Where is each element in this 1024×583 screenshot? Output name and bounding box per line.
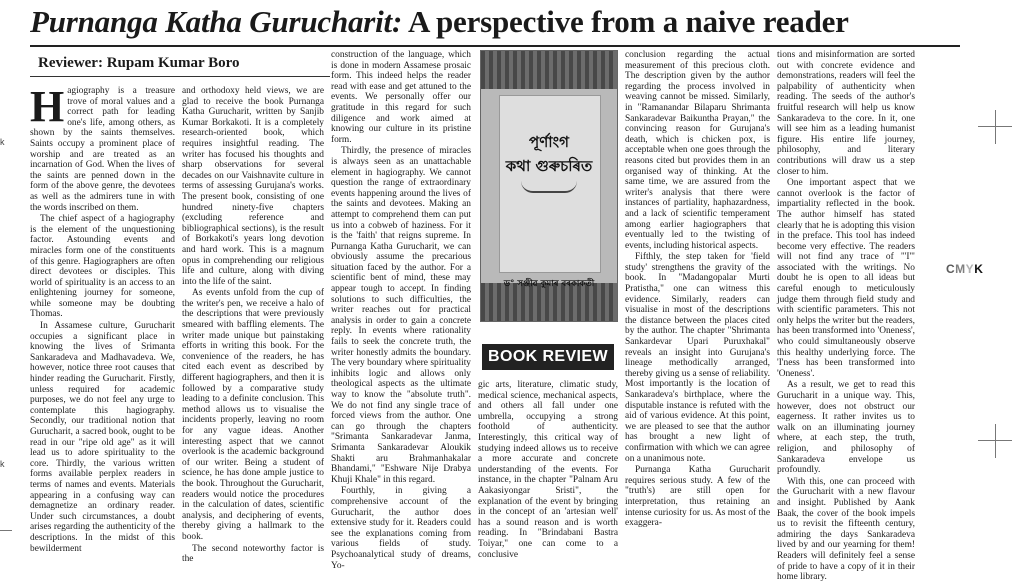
cmyk-y: Y — [965, 262, 975, 276]
registration-mark-vertical-lower — [995, 424, 996, 458]
headline-book-title: Purnanga Katha Gurucharit: — [30, 4, 403, 39]
cmyk-k: K — [974, 262, 984, 276]
paragraph: tions and misinformation are sorted out with concrete evidence and demonstrations, readers will feel the palpability of authenticity when reading. The seeds of the author's fruitful research will help us know Sankaradeva to the core. In it, one will see him as a leading humanist figure. His entire life journey, philosophy, and literary contributions will draw us a step closer to him. — [777, 50, 915, 177]
paragraph: As a result, we get to read this Gurucharit in a unique way. This, however, does not obstruct our eagerness. It rather invites us to walk on an illuminating journey where, at each step, the truth, religion, and philosophy of Sankaradeva envelope us profoundly. — [777, 380, 915, 476]
paragraph-text: agiography is a treasure trove of moral values and a correct path for leading one's life, among others, as shown by the saints themselves. Saints occupy a prominent place of worship and are treated as an incarnation of God. When the lives of the saints are penned down in the form of the above genre, the devotees as well as the admirers tune in with the words inscribed on them. — [30, 86, 175, 213]
cover-title-line-2: কথা গুৰুচৰিত — [505, 157, 593, 175]
paragraph: With this, one can proceed with the Gurucharit with a new flavour and insight. Published by Aank Baak, the cover of the book impels us to revisit the fifteenth century, admiring the days Sankaradeva lived by and our yearning for them! Readers will definitely feel a sense of pride to have a copy of it in their home library. — [777, 476, 915, 583]
headline — [30, 0, 990, 44]
paragraph: In Assamese culture, Gurucharit occupies a significant place in knowing the lives of Srimanta Sankaradeva and Madhavadeva. We, however, notice three root causes that hinder reading the Gurucharit. Firstly, unless required for academic purposes, we do not feel any urge to contemplate this hagiography. Secondly, our traditional notion that Gurucharit, a sacred book, ought to be read in our "ripe old age" as it will lead us to adore spirituality to the core. Thirdly, the various written forms available perplex readers in terms of names and events. Materials appearing in a confusing way can demagnetize an ordinary reader. Under such circumstances, a doubt arises regarding the authenticity of the descriptions. In the midst of this bewilderment — [30, 321, 175, 554]
edge-letter-mark-top: k — [0, 137, 5, 147]
paragraph: The second noteworthy factor is the — [182, 543, 324, 565]
byline-rule — [30, 76, 330, 77]
cmyk-m: M — [955, 262, 966, 276]
cover-author-name: ড° সঞ্জীৱ কুমাৰ বৰকাকতী — [503, 279, 595, 289]
article-column-4 — [478, 380, 618, 560]
paragraph: and orthodoxy held views, we are glad to receive the book Purnanga Katha Gurucharit, written by Sanjib Kumar Borkakoti. It is a completely research-oriented book, which requires insightful reading. The writer has focused his thoughts and sharp observations for several decades on our Vaishnavite culture in terms of assessing Gurujana's works. The present book, consisting of one hundred ninety-five chapters (excluding reference and bibliographical sections), is the result of Borkakoti's years long devotion and hard work. This is a magnum opus in comprehending our religious life and culture, along with diving into the life of the saint. — [182, 86, 324, 287]
cover-title-line-1: পূৰ্ণাংগ — [529, 133, 569, 151]
paragraph: construction of the language, which is done in modern Assamese prosaic form. This indeed helps the reader read with ease and get attuned to the events. We personally offer our gratitude in this regard for such diligence and work aimed at knowing our culture in its pristine form. — [331, 50, 471, 145]
paragraph: conclusion regarding the actual measurement of this precious cloth. The description given by the author regarding the process involved in weaving cannot be missed. Similarly, in "Ramanandar Bilaparu Shrimanta Sankaradevar Baikuntha Prayan," the convincing reason for Gurujana's death, which is chicken pox, is acceptable when one goes through the reasons cited but provides them in an organised way of thinking. At the same time, we are assured from the writer's analysis that there were instances of partiality, haphazardness, and a lack of scientific temperament among earlier hagiographers that eventually led to the twisting of events, including historical aspects. — [625, 50, 770, 251]
edge-letter-mark-bottom: k — [0, 459, 5, 469]
article-column-2 — [182, 86, 324, 565]
headline-subtitle: A perspective from a naive reader — [402, 4, 849, 39]
article-column-3 — [331, 50, 471, 571]
reviewer-byline: Reviewer: Rupam Kumar Boro — [38, 55, 240, 71]
crop-mark-bottom-left — [0, 530, 12, 531]
drop-cap: H — [30, 82, 65, 131]
cover-top-pattern — [481, 51, 617, 89]
paragraph: gic arts, literature, climatic study, medical science, mechanical aspects, and others all fall under one umbrella, occupying a strong foothold of authenticity. Interestingly, this critical way of studying indeed allows us to receive a more accurate and concrete understanding of the events. For instance, in the chapter "Palnam Aru Aakasiyongar Sristi", the explanation of the event by bringing in the concept of an 'artesian well' has a sound reason and is worth reading. In "Brindabani Bastra Toiyar," one can come to a conclusive — [478, 380, 618, 560]
book-review-badge: BOOK REVIEW — [482, 344, 614, 370]
paragraph: As events unfold from the cup of the writer's pen, we receive a halo of the descriptions that were previously smeared with baffling elements. The writer made unique but painstaking efforts in writing this book. For the convenience of the readers, he has cited each event as described by different hagiographers, and then it is followed by a comparative study leading to a definite conclusion. This method allows us to visualise the incidents properly, leaving no room for any vague ideas. Another interesting aspect that we cannot overlook is the academic background of our writer. Being a student of science, he has done ample justice to the book. Throughout the Gurucharit, readers would notice the procedures in the calculation of dates, scientific analysis, and deciphering of events, thereby giving a hallmark to the book. — [182, 288, 324, 542]
registration-mark-vertical — [995, 110, 996, 144]
book-cover-image — [480, 50, 618, 322]
article-column-6 — [777, 50, 915, 583]
paragraph — [30, 82, 175, 213]
cover-flourish-ornament — [521, 181, 577, 193]
paragraph: Fourthly, in giving a comprehensive account of the Gurucharit, the author does extensive study for it. Readers could see the explanations coming from various fields of study. Psychoanalytical study of dreams, Yo- — [331, 486, 471, 571]
paragraph: Thirdly, the presence of miracles is always seen as an unattachable element in hagiography. We cannot question the range of extraordinary events happening around the lives of the saints and devotees. Making an attempt to comprehend them can put us into a cobweb of haziness. For it is the 'faith' that reigns supreme. In Purnanga Katha Gurucharit, we can obviously assume the precarious situation faced by the author. For a scientific bent of mind, these may appear tough to accept. In finding solutions to such difficulties, the writer reaches out for practical analysis in order to gain a concrete reply. In events where rationality fails to seek the concrete truth, the writer honestly admits the boundary. The very boundary where spirituality inhibits logic and allows only theological aspects as the ultimate way to know the "absolute truth". We do not find any single trace of forced views from the author. One can go through the chapters "Srimanta Sankaradevar Janma, Srimanta Sankaradevar Aloukik Shakti aru Brahmanhakalar Bhandami," "Eshware Nije Drabya Khuji Khale" in this regard. — [331, 146, 471, 485]
paragraph: The chief aspect of a hagiography is the element of the unquestioning factor. Astounding events and miracles form one of the constituents of this genre. Hagiographers are often direct devotees or disciples. This world of spirituality is an access to an enlightening journey for someone, while someone may be doubting Thomas. — [30, 214, 175, 320]
cmyk-c: C — [946, 262, 956, 276]
paragraph: Purnanga Katha Gurucharit requires serious study. A few of the "truth's) are still open for interpretation, thus retaining an intense curiosity for us. As most of the exaggera- — [625, 465, 770, 529]
article-column-1 — [30, 82, 175, 554]
paragraph: One important aspect that we cannot overlook is the factor of impartiality reflected in the book. The author himself has stated clearly that he is adopting this vision in the preface. This tool has indeed become very effective. The readers will not find any trace of "'I'" associated with the writings. No doubt he is open to all ideas but careful enough to meticulously judge them through field study and with scientific parameters. This not only helps the writer but the readers, has been transformed into 'Oneness', who could simultaneously observe this healthy underlying force. The 'I'ness has been transformed into 'Oneness'. — [777, 178, 915, 379]
cmyk-color-bar — [946, 262, 1006, 278]
paragraph: Fifthly, the step taken for 'field study' strengthens the gravity of the book. In "Madangopalar Murti Pratistha," one can witness this evidence. Similarly, readers can visualise in most of the descriptions the distance between the places cited by the author. The chapter "Shrimanta Sankardevar Upari Puruxhakal" reveals an insight into Gurujana's lineage methodically arranged, thereby giving us a sense of reliability. Most importantly is the location of Sankaradeva's birthplace, where the disputable instance is refuted with the aid of various evidence. At this point, we are pleased to see that the author has brought a new light of confirmation with which we can agree on a unanimous note. — [625, 252, 770, 464]
headline-rule — [30, 45, 960, 47]
article-column-5 — [625, 50, 770, 529]
